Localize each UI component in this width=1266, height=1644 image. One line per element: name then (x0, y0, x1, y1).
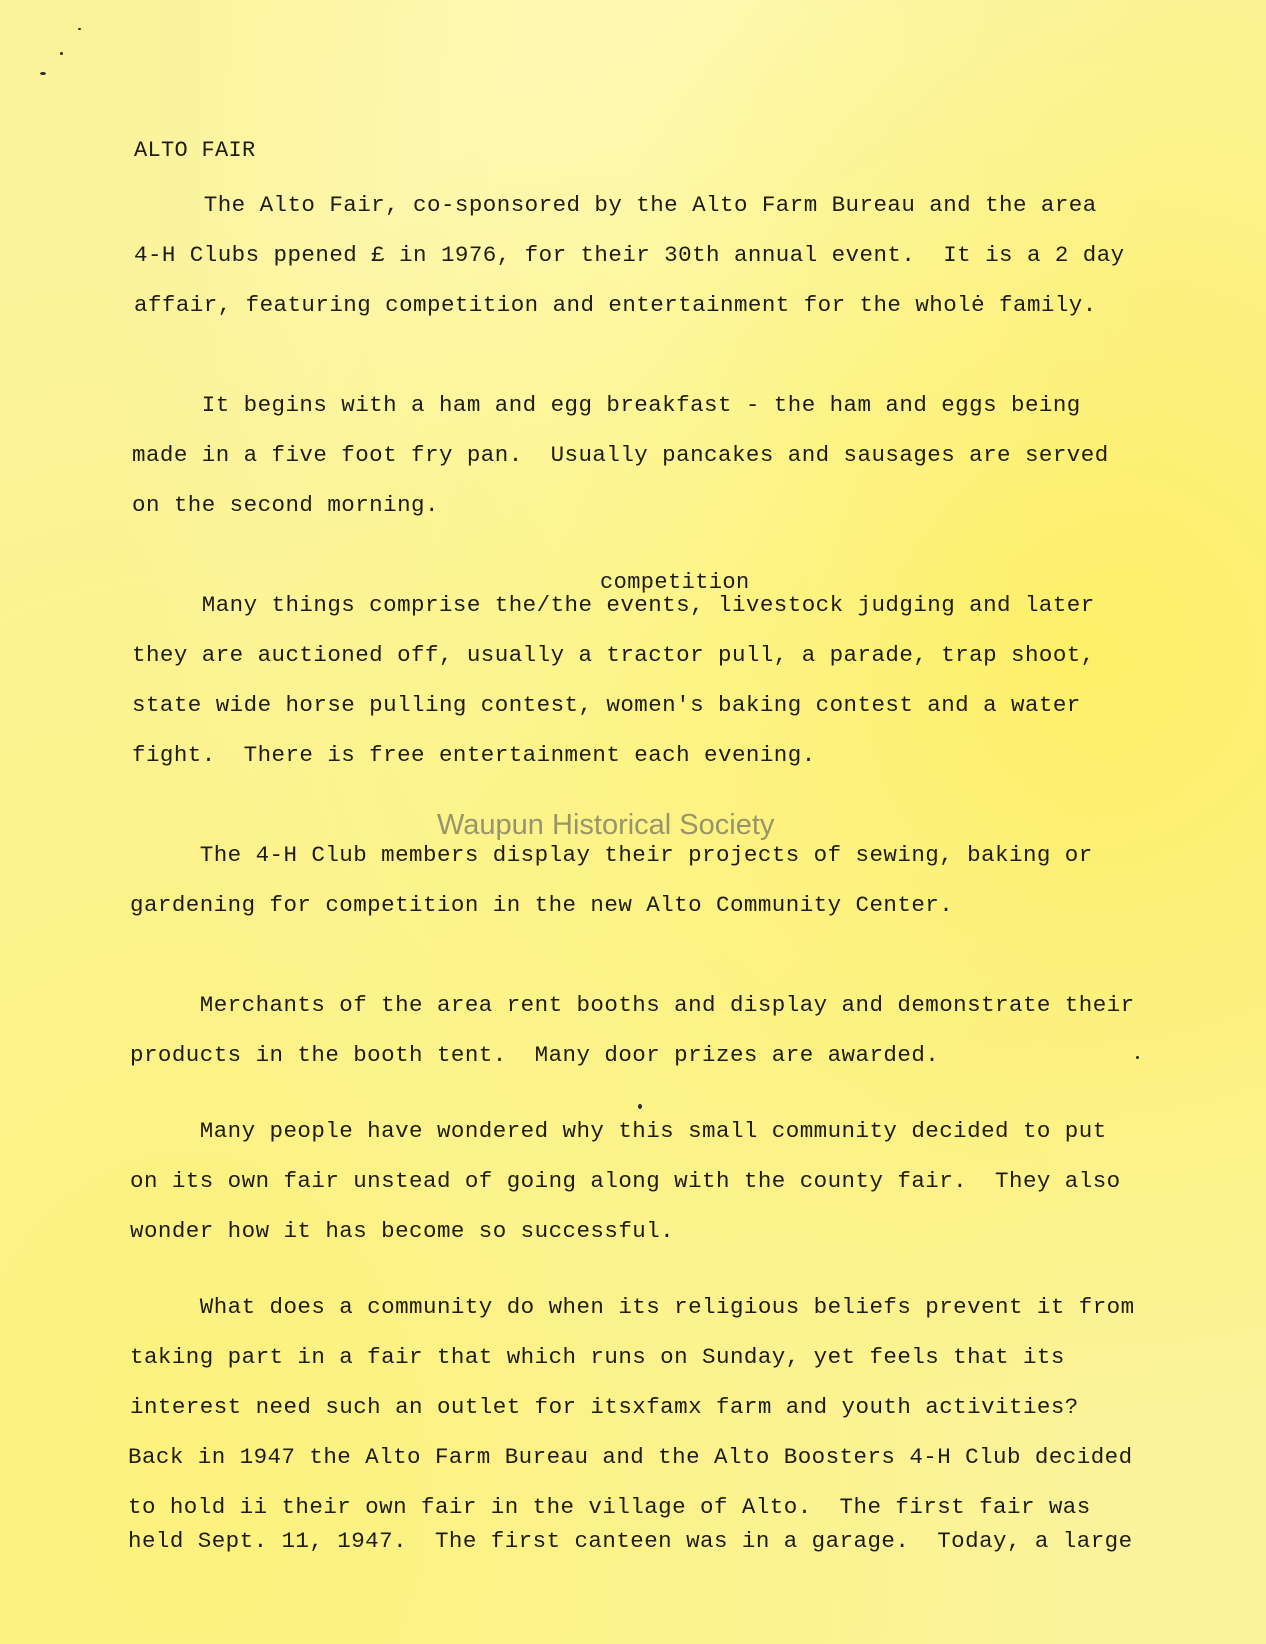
text-line: on the second morning. (132, 492, 439, 518)
text-line: taking part in a fair that which runs on Sunday, yet feels that its (130, 1344, 1065, 1370)
text-line: Many things comprise the/the events, livestock judging and later (132, 592, 1095, 618)
paper-speck (60, 52, 63, 55)
text-line: 4-H Clubs ppened £ in 1976, for their 30th annual event. It is a 2 day (134, 242, 1125, 268)
text-line: they are auctioned off, usually a tractor pull, a parade, trap shoot, (132, 642, 1095, 668)
text-line: held Sept. 11, 1947. The first canteen was in a garage. Today, a large (128, 1528, 1133, 1554)
text-line: The Alto Fair, co-sponsored by the Alto Farm Bureau and the area (134, 192, 1097, 218)
text-line: Back in 1947 the Alto Farm Bureau and the Alto Boosters 4-H Club decided (128, 1444, 1133, 1470)
text-line: on its own fair unstead of going along with the county fair. They also (130, 1168, 1121, 1194)
text-line: What does a community do when its religious beliefs prevent it from (130, 1294, 1135, 1320)
watermark: Waupun Historical Society (437, 809, 775, 841)
text-line: Many people have wondered why this small community decided to put (130, 1118, 1107, 1144)
text-line: Merchants of the area rent booths and display and demonstrate their (130, 992, 1135, 1018)
paper-speck (1136, 1056, 1139, 1059)
paper-speck (78, 28, 81, 30)
paper-speck (40, 72, 46, 75)
text-line: fight. There is free entertainment each evening. (132, 742, 816, 768)
text-line: interest need such an outlet for itsxfamx farm and youth activities? (130, 1394, 1079, 1420)
handwritten-insertion: competition (600, 570, 750, 595)
text-line: gardening for competition in the new Alto Community Center. (130, 892, 954, 918)
text-line: wonder how it has become so successful. (130, 1218, 675, 1244)
text-line: to hold ii their own fair in the village of Alto. The first fair was (128, 1494, 1091, 1520)
text-line: products in the booth tent. Many door prizes are awarded. (130, 1042, 940, 1068)
text-line: state wide horse pulling contest, women's baking contest and a water (132, 692, 1081, 718)
text-line: made in a five foot fry pan. Usually pancakes and sausages are served (132, 442, 1109, 468)
text-line: affair, featuring competition and entertainment for the wholė family. (134, 292, 1097, 318)
text-line: It begins with a ham and egg breakfast - the ham and eggs being (132, 392, 1081, 418)
text-line: The 4-H Club members display their projects of sewing, baking or (130, 842, 1093, 868)
document-title: ALTO FAIR (134, 138, 256, 163)
paper-speck (638, 1104, 642, 1109)
